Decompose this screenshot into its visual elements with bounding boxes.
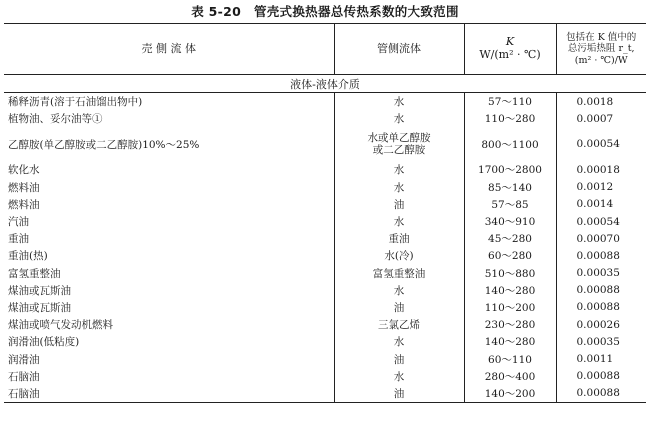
- cell-k-range: 1700～2800: [464, 161, 556, 178]
- cell-shell-fluid: 润滑油(低粘度): [8, 336, 80, 349]
- cell-shell-fluid: 石脑油: [4, 385, 334, 403]
- cell-fouling: 0.0018: [556, 93, 646, 111]
- section-row: [4, 75, 646, 93]
- cell-k-range: 280～400: [464, 368, 556, 385]
- cell-fouling: 0.00088: [556, 282, 646, 299]
- table-row: [4, 350, 646, 367]
- table-row: [4, 368, 646, 385]
- table-row: [4, 299, 646, 316]
- cell-shell-fluid: 石脑油: [8, 370, 40, 383]
- cell-fouling: 0.00070: [556, 230, 646, 247]
- cell-k-range: 45～280: [464, 230, 556, 247]
- cell-shell-fluid: 燃料油: [8, 198, 40, 211]
- cell-shell-fluid: 植物油、妥尔油等①: [8, 113, 103, 126]
- cell-fouling: 0.00088: [556, 247, 646, 264]
- cell-shell-fluid: 燃料油: [8, 181, 40, 194]
- cell-tube-fluid: 富氢重整油: [334, 265, 464, 282]
- table-row: [4, 179, 646, 196]
- cell-fouling: 0.0014: [556, 196, 646, 213]
- cell-k-range: 57～85: [464, 196, 556, 213]
- header-r-line3: (m² · ℃)/W: [574, 54, 628, 66]
- cell-shell-fluid: 煤油或瓦斯油: [8, 301, 71, 314]
- header-r-line1: 包括在 K 值中的: [566, 31, 637, 43]
- header-fouling-resistance: [556, 24, 646, 75]
- cell-tube-fluid: 水: [334, 161, 464, 178]
- cell-shell-fluid: 煤油或喷气发动机燃料: [8, 319, 113, 332]
- cell-tube-fluid: 水: [334, 213, 464, 230]
- cell-tube-fluid: 重油: [334, 230, 464, 247]
- table-row: [4, 247, 646, 264]
- cell-tube-fluid: 油: [334, 385, 464, 403]
- header-r-line2: 总污垢热阻 r_t,: [567, 43, 635, 55]
- cell-k-range: 800～1100: [464, 127, 556, 161]
- cell-k-range: 57～110: [464, 93, 556, 111]
- cell-tube-fluid: 水: [334, 179, 464, 196]
- cell-shell-fluid: 乙醇胺(单乙醇胺或二乙醇胺)10%～25%: [8, 138, 200, 151]
- cell-fouling: 0.0007: [556, 110, 646, 127]
- cell-shell-fluid: 重油(热): [8, 250, 48, 263]
- heat-transfer-table: [4, 23, 646, 403]
- table-row: [4, 161, 646, 178]
- cell-shell-fluid: 润滑油: [8, 353, 40, 366]
- cell-shell-fluid: 稀释沥青(溶于石油馏出物中): [8, 96, 143, 109]
- table-row: [4, 282, 646, 299]
- cell-k-range: 110～200: [464, 299, 556, 316]
- table-row: [4, 196, 646, 213]
- table-row: [4, 265, 646, 282]
- cell-shell-fluid: 汽油: [8, 216, 29, 229]
- cell-tube-line2: 或二乙醇胺: [372, 144, 426, 157]
- cell-tube-fluid: 水: [334, 333, 464, 350]
- cell-k-range: 60～280: [464, 247, 556, 264]
- cell-k-range: 85～140: [464, 179, 556, 196]
- table-row: [4, 127, 646, 161]
- cell-k-range: 140～200: [464, 385, 556, 403]
- cell-tube-fluid: 油: [334, 196, 464, 213]
- cell-k-range: 110～280: [464, 110, 556, 127]
- header-k-unit: W/(m² · ℃): [479, 48, 541, 61]
- cell-tube-fluid: 水: [334, 368, 464, 385]
- cell-tube-fluid: 水(冷): [334, 247, 464, 264]
- table-row: [4, 93, 646, 111]
- header-tube-fluid: 管侧流体: [334, 24, 464, 75]
- cell-fouling: 0.0011: [556, 350, 646, 367]
- table-row: [4, 213, 646, 230]
- cell-tube-fluid: [334, 127, 464, 161]
- cell-k-range: 60～110: [464, 350, 556, 367]
- cell-fouling: 0.00018: [556, 161, 646, 178]
- header-k-value: [464, 24, 556, 75]
- header-shell-fluid: 売 側 流 体: [4, 24, 334, 75]
- cell-tube-fluid: 水: [334, 282, 464, 299]
- cell-shell-fluid: 煤油或瓦斯油: [8, 284, 71, 297]
- cell-tube-line1: 水或单乙醇胺: [367, 132, 431, 145]
- cell-shell-fluid: 富氢重整油: [8, 267, 61, 280]
- cell-fouling: 0.0012: [556, 179, 646, 196]
- cell-tube-fluid: 水: [334, 110, 464, 127]
- cell-shell-fluid: 软化水: [8, 164, 40, 177]
- cell-k-range: 140～280: [464, 333, 556, 350]
- cell-fouling: 0.00054: [556, 213, 646, 230]
- table-row: [4, 110, 646, 127]
- cell-tube-fluid: 油: [334, 299, 464, 316]
- table-title: 表 5-20 管壳式换热器总传热系数的大致范围: [191, 4, 459, 19]
- cell-fouling: 0.00035: [556, 333, 646, 350]
- cell-fouling: 0.00088: [556, 368, 646, 385]
- table-row: [4, 230, 646, 247]
- section-label: 液体-液体介质: [4, 75, 646, 93]
- cell-tube-fluid: 水: [334, 93, 464, 111]
- cell-k-range: 340～910: [464, 213, 556, 230]
- table-row: [4, 316, 646, 333]
- cell-fouling: 0.00054: [556, 127, 646, 161]
- table-row: [4, 385, 646, 403]
- cell-k-range: 510～880: [464, 265, 556, 282]
- cell-tube-fluid: 油: [334, 350, 464, 367]
- header-k-symbol: K: [505, 35, 515, 49]
- cell-fouling: 0.00088: [556, 385, 646, 403]
- cell-k-range: 140～280: [464, 282, 556, 299]
- cell-tube-fluid: 三氯乙烯: [334, 316, 464, 333]
- cell-fouling: 0.00035: [556, 265, 646, 282]
- cell-k-range: 230～280: [464, 316, 556, 333]
- header-row: [4, 24, 646, 75]
- cell-fouling: 0.00026: [556, 316, 646, 333]
- cell-fouling: 0.00088: [556, 299, 646, 316]
- table-row: [4, 333, 646, 350]
- cell-shell-fluid: 重油: [8, 233, 29, 246]
